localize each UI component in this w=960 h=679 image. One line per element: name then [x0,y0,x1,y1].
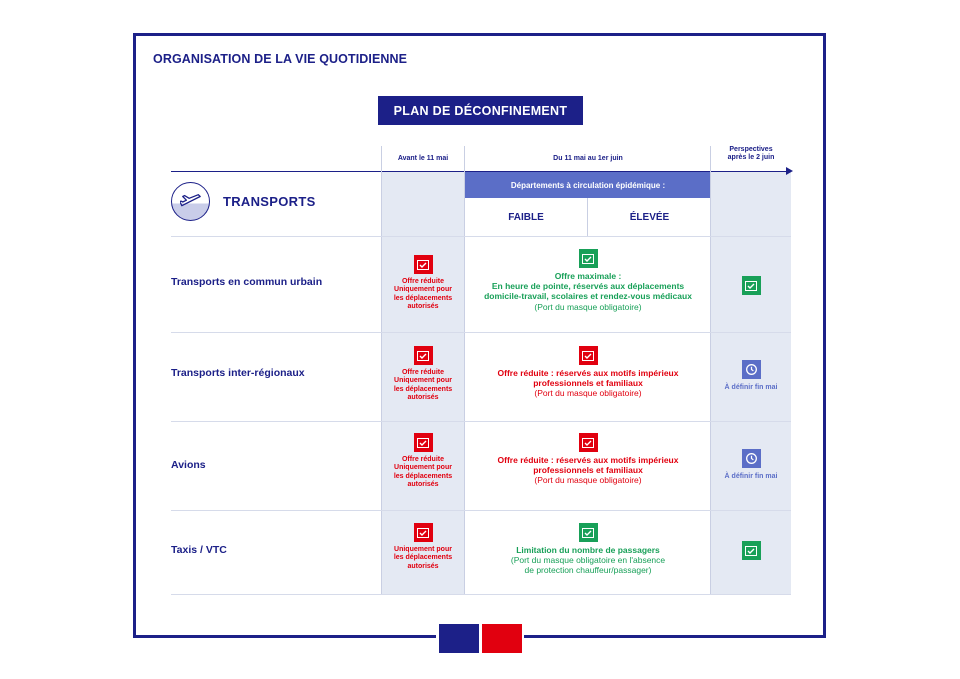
category-header [171,182,316,221]
row-divider [171,510,791,511]
before-cell: Offre réduite Uniquement pour les déplacements autorisés [382,255,464,312]
after-cell [711,276,791,295]
red-check-icon [414,433,433,452]
departments-bar: Départements à circulation épidémique : [465,172,711,198]
row-label: Avions [171,459,206,471]
clock-icon [742,449,761,468]
department-divider [587,198,588,236]
section-title: ORGANISATION DE LA VIE QUOTIDIENNE [153,52,408,66]
green-check-icon [579,249,598,268]
department-low: FAIBLE [465,198,587,236]
green-check-icon [579,523,598,542]
department-high: ÉLEVÉE [588,198,711,236]
during-cell: Offre maximale : En heure de pointe, réservés aux déplacements domicile-travail, scolaires et rendez-vous médicaux (Port du masque obligatoire) [465,249,711,312]
row-label: Transports inter-régionaux [171,367,305,379]
row-label: Taxis / VTC [171,544,227,556]
after-cell [711,541,791,560]
row-divider [171,332,791,333]
logo-red-panel [482,624,522,653]
after-cell: À définir fin mai [711,449,791,480]
plane-icon [171,182,210,221]
column-header-before: Avant le 11 mai [397,155,449,162]
after-cell: À définir fin mai [711,360,791,391]
row-divider [171,236,791,237]
clock-icon [742,360,761,379]
red-check-icon [579,346,598,365]
during-cell: Limitation du nombre de passagers (Port du masque obligatoire en l'absence de protection chauffeur/passager) [465,523,711,576]
before-cell: Offre réduite Uniquement pour les déplacements autorisés [382,433,464,490]
red-check-icon [414,346,433,365]
row-divider [171,421,791,422]
row-divider [171,594,791,595]
timeline-arrow [786,167,793,175]
before-cell: Uniquement pour les déplacements autorisés [382,523,464,571]
red-check-icon [579,433,598,452]
column-header-after: Perspectives après le 2 juin [727,146,775,162]
red-check-icon [414,523,433,542]
green-check-icon [742,541,761,560]
before-cell: Offre réduite Uniquement pour les déplacements autorisés [382,346,464,403]
marianne-logo [436,623,524,654]
logo-blue-panel [439,624,479,653]
during-cell: Offre réduite : réservés aux motifs impérieux professionnels et familiaux (Port du masque obligatoire) [465,433,711,486]
column-header-during: Du 11 mai au 1er juin [553,155,623,162]
during-cell: Offre réduite : réservés aux motifs impérieux professionnels et familiaux (Port du masque obligatoire) [465,346,711,399]
category-label: TRANSPORTS [223,194,316,209]
row-label: Transports en commun urbain [171,276,323,288]
green-check-icon [742,276,761,295]
plan-title: PLAN DE DÉCONFINEMENT [378,96,583,125]
red-check-icon [414,255,433,274]
